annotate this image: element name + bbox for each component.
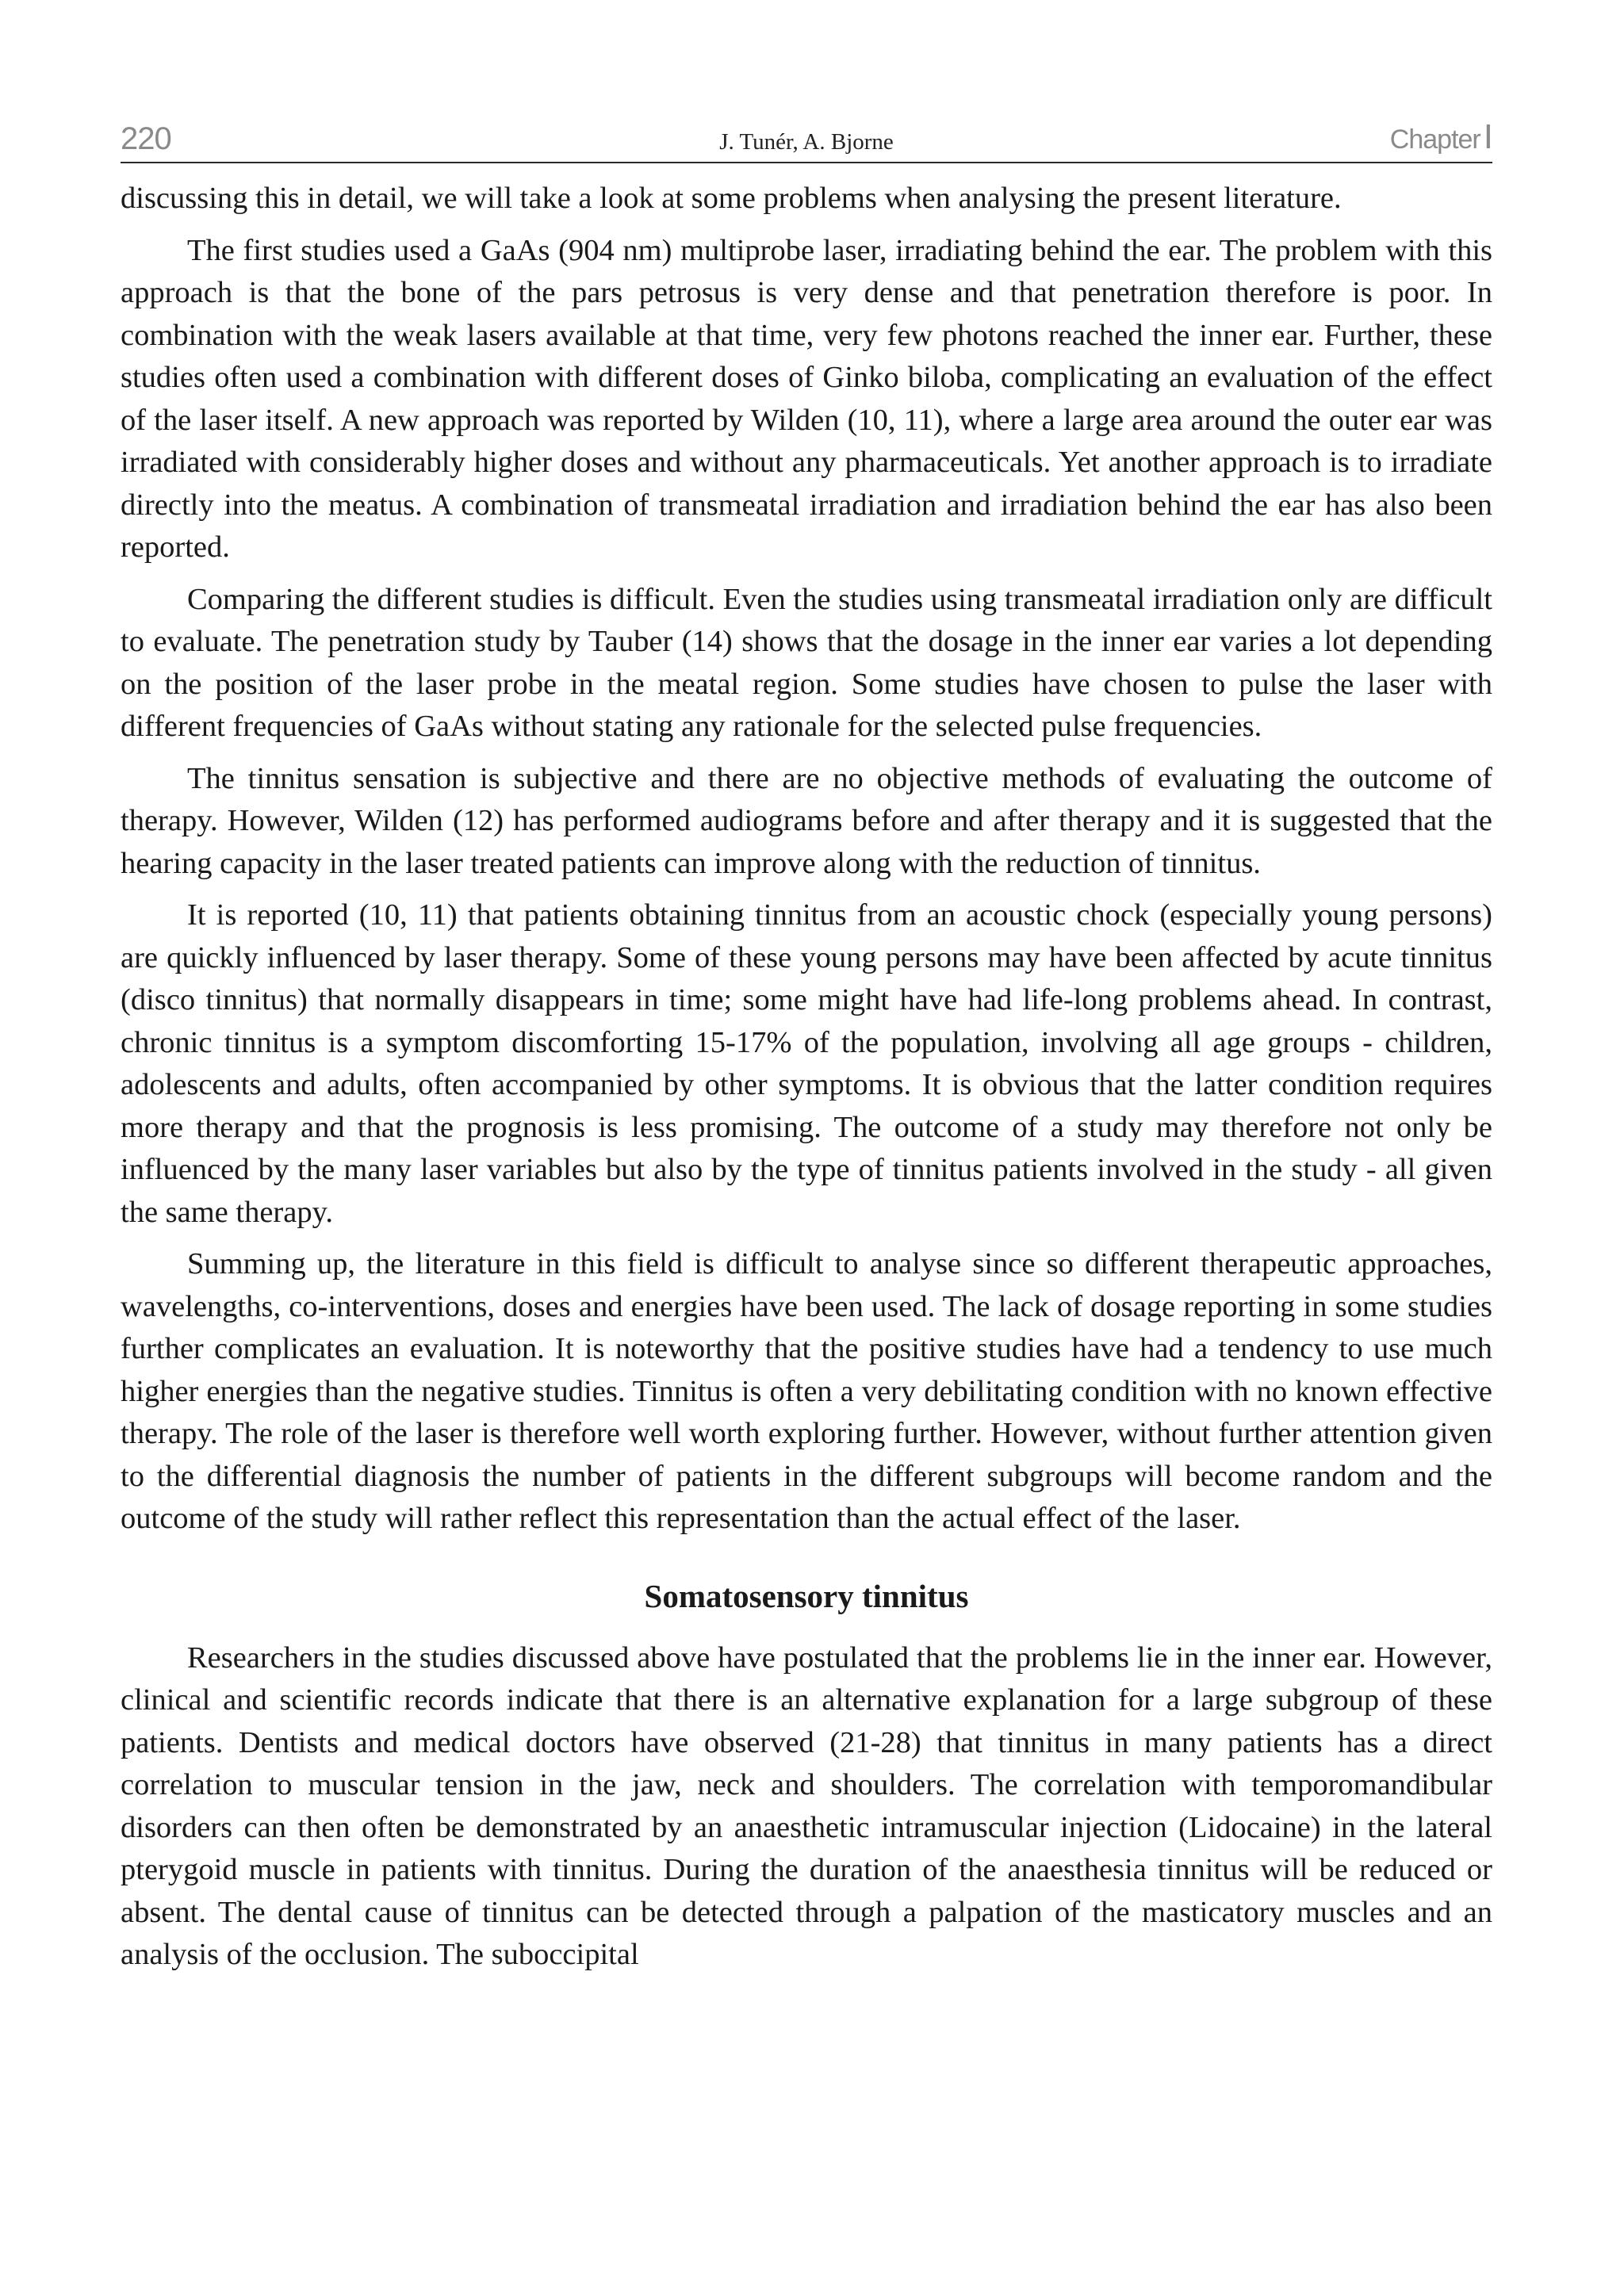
- paragraph: The first studies used a GaAs (904 nm) multiprobe laser, irradiating behind the ear. The problem with this approach is that the bone of the pars petrosus is very dense and that penetration therefore is poor. In combination with the weak lasers available at that time, very few photons reached the inner ear. Further, these studies often used a combination with different doses of Ginko biloba, complicating an evaluation of the effect of the laser itself. A new approach was reported by Wilden (10, 11), where a large area around the outer ear was irradiated with considerably higher doses and without any pharmaceuticals. Yet another approach is to irradiate directly into the meatus. A combination of transmeatal irradiation and irradiation behind the ear has also been reported.: [121, 233, 1492, 564]
- chapter-label: [1390, 117, 1492, 157]
- paragraph: discussing this in detail, we will take a look at some problems when analysing the present literature.: [121, 182, 1342, 215]
- running-header-authors: J. Tunér, A. Bjorne: [719, 129, 894, 155]
- page-number: 220: [121, 121, 171, 156]
- body-text: [121, 178, 1492, 1977]
- paragraph: It is reported (10, 11) that patients obtaining tinnitus from an acoustic chock (especially young persons) are quickly influenced by laser therapy. Some of these young persons may have been affected by acute tinnitus (disco tinnitus) that normally disappears in time; some might have had life-long problems ahead. In contrast, chronic tinnitus is a symptom discomforting 15-17% of the population, involving all age groups - children, adolescents and adults, often accompanied by other symptoms. It is obvious that the latter condition requires more therapy and that the prognosis is less promising. The outcome of a study may therefore not only be influenced by the many laser variables but also by the type of tinnitus patients involved in the study - all given the same therapy.: [121, 898, 1492, 1229]
- book-page: [121, 117, 1492, 1986]
- chapter-word: Chapter: [1389, 124, 1480, 155]
- section-heading: Somatosensory tinnitus: [644, 1577, 969, 1614]
- paragraph: Comparing the different studies is difficult. Even the studies using transmeatal irradiation only are difficult to evaluate. The penetration study by Tauber (14) shows that the dosage in the inner ear varies a lot depending on the position of the laser probe in the meatal region. Some studies have chosen to pulse the laser with different frequencies of GaAs without stating any rationale for the selected pulse frequencies.: [121, 582, 1492, 743]
- paragraph: Researchers in the studies discussed above have postulated that the problems lie in the inner ear. However, clinical and scientific records indicate that there is an alternative explanation for a large subgroup of these patients. Dentists and medical doctors have observed (21-28) that tinnitus in many patients has a direct correlation to muscular tension in the jaw, neck and shoulders. The correlation with temporomandibular disorders can then often be demonstrated by an anaesthetic intramuscular injection (Lidocaine) in the lateral pterygoid muscle in patients with tinnitus. During the duration of the anaesthesia tinnitus will be reduced or absent. The dental cause of tinnitus can be detected through a palpation of the masticatory muscles and an analysis of the occlusion. The suboccipital: [121, 1640, 1492, 1971]
- chapter-numeral: I: [1483, 117, 1492, 156]
- paragraph: The tinnitus sensation is subjective and there are no objective methods of evaluating the outcome of therapy. However, Wilden (12) has performed audiograms before and after therapy and it is suggested that the hearing capacity in the laser treated patients can improve along with the reduction of tinnitus.: [121, 761, 1492, 880]
- paragraph: Summing up, the literature in this field is difficult to analyse since so different therapeutic approaches, wavelengths, co-interventions, doses and energies have been used. The lack of dosage reporting in some studies further complicates an evaluation. It is noteworthy that the positive studies have had a tendency to use much higher energies than the negative studies. Tinnitus is often a very debilitating condition with no known effective therapy. The role of the laser is therefore well worth exploring further. However, without further attention given to the differential diagnosis the number of patients in the different subgroups will become random and the outcome of the study will rather reflect this representation than the actual effect of the laser.: [121, 1247, 1492, 1535]
- running-header: [121, 117, 1492, 163]
